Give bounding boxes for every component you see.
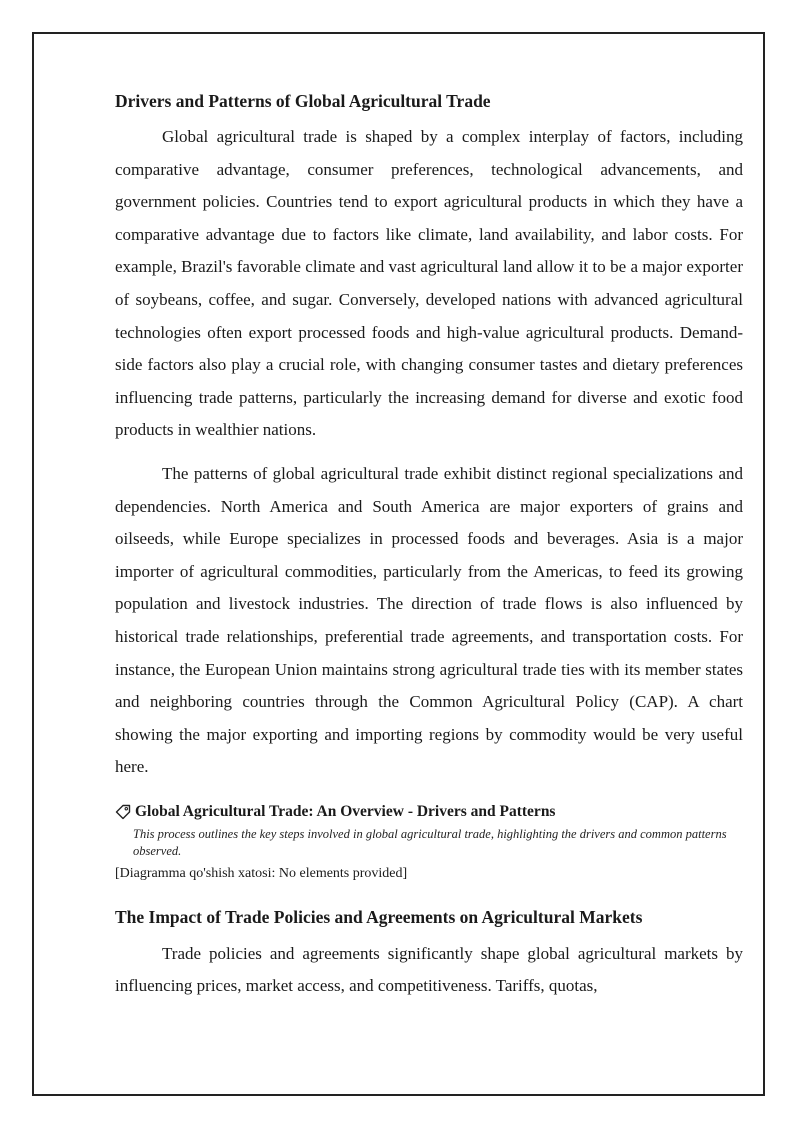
diagram-title-text: Global Agricultural Trade: An Overview - Drivers and Patterns [135,802,556,820]
diagram-error-note: [Diagramma qo'shish xatosi: No elements provided] [115,865,408,881]
page [32,32,765,1096]
diagram-description: This process outlines the key steps involved in global agricultural trade, highlighting the drivers and common patterns observed. [133,826,727,858]
section-heading-policies: The Impact of Trade Policies and Agreements on Agricultural Markets [115,906,643,927]
diagram-block [115,802,743,884]
paragraph-policies-1: Trade policies and agreements significantly shape global agricultural markets by influencing prices, market access, and competitiveness. Tariffs, quotas, [115,943,743,996]
paragraph-drivers-1: Global agricultural trade is shaped by a complex interplay of factors, including comparative advantage, consumer preferences, technological advancements, and government policies. Countries tend to export agricultural products in which they have a comparative advantage due to factors like climate, land availability, and labor costs. For example, Brazil's favorable climate and vast agricultural land allow it to be a major exporter of soybeans, coffee, and sugar. Conversely, developed nations with advanced agricultural technologies often export processed foods and high-value agricultural products. Demand-side factors also play a crucial role, with changing consumer tastes and dietary preferences influencing trade patterns, particularly the increasing demand for diverse and exotic food products in wealthier nations. [115,127,743,440]
tag-icon [115,804,131,820]
document-body [115,90,743,1014]
section-heading-drivers: Drivers and Patterns of Global Agricultural Trade [115,91,491,111]
paragraph-drivers-2: The patterns of global agricultural trade exhibit distinct regional specializations and dependencies. North America and South America are major exporters of grains and oilseeds, while Europe specializes in processed foods and beverages. Asia is a major importer of agricultural commodities, particularly from the Americas, to feed its growing population and livestock industries. The direction of trade flows is also influenced by historical trade relationships, preferential trade agreements, and transportation costs. For instance, the European Union maintains strong agricultural trade ties with its member states and neighboring countries through the Common Agricultural Policy (CAP). A chart showing the major exporting and importing regions by commodity would be very useful here. [115,463,743,777]
diagram-title [115,802,743,822]
